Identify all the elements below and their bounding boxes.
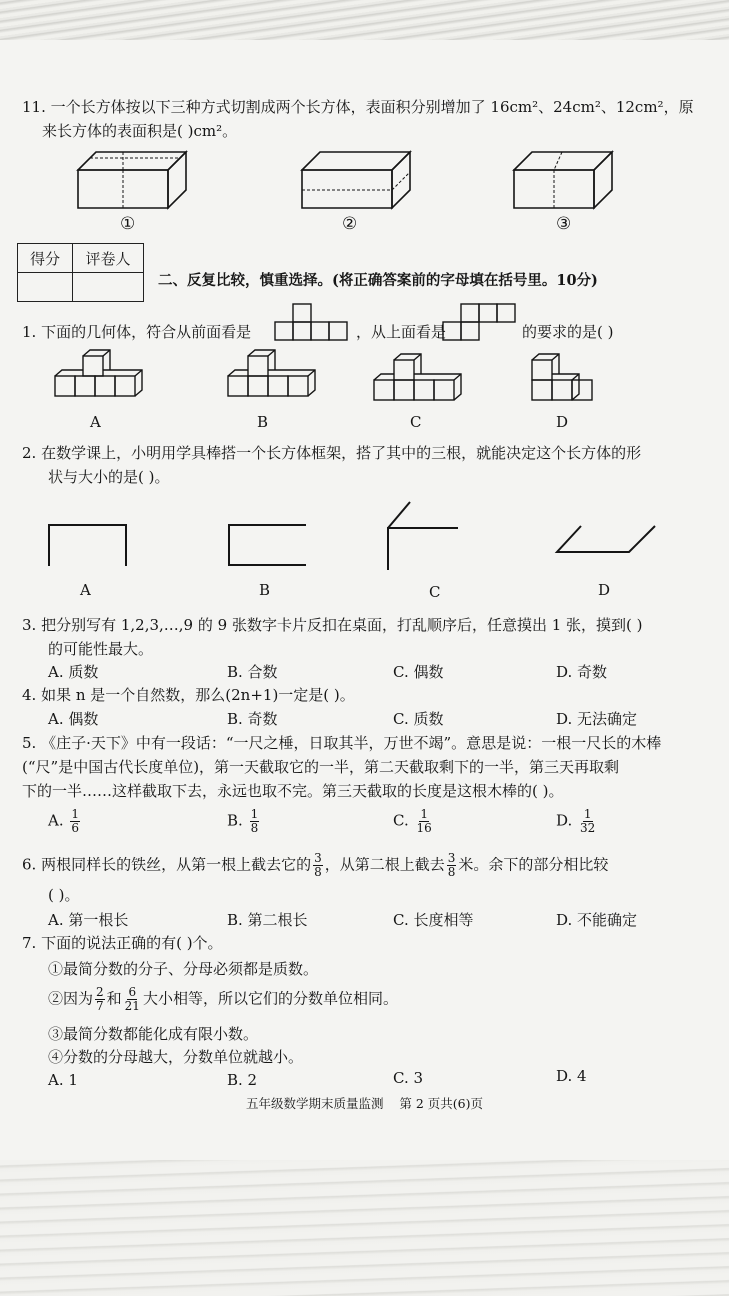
q2-line2: 状与大小的是( )。 [48, 468, 170, 486]
q3-option-c: C. 偶数 [393, 663, 444, 681]
q4-line1: 4. 如果 n 是一个自然数，那么(2n+1)一定是( )。 [22, 686, 355, 704]
q11-cuboid-1 [78, 150, 198, 212]
q5-fraction-a: $\frac{1}{6}$ [71, 807, 80, 835]
q1-label-c: C [410, 413, 422, 431]
q7-line1: 7. 下面的说法正确的有( )个。 [22, 934, 223, 952]
q11-cuboid-2 [302, 150, 422, 212]
q11-label-2: ② [342, 214, 358, 234]
q4-option-a: A. 偶数 [48, 710, 99, 728]
q2-line1: 2. 在数学课上，小明用学具棒搭一个长方体框架，搭了其中的三根，就能决定这个长方体的形 [22, 444, 642, 462]
q11-line1: 11. 一个长方体按以下三种方式切割成两个长方体，表面积分别增加了 16cm²、24cm²、12cm²，原 [22, 98, 694, 116]
q1-label-b: B [257, 413, 269, 431]
q2-option-c-frame [386, 500, 466, 570]
q1-option-d-solid [532, 354, 612, 406]
q1-text-a: 1. 下面的几何体，符合从前面看是 [22, 323, 252, 341]
q3-option-a: A. 质数 [48, 663, 99, 681]
score-cell[interactable] [18, 273, 73, 302]
q4-option-c: C. 质数 [393, 710, 444, 728]
section2-heading: 二、反复比较，慎重选择。(将正确答案前的字母填在括号里。10分) [158, 272, 598, 289]
q3-line1: 3. 把分别写有 1,2,3,…,9 的 9 张数字卡片反扣在桌面，打乱顺序后，任意摸出 1 张，摸到( ) [22, 616, 643, 634]
q5-fraction-b: $\frac{1}{8}$ [250, 807, 259, 835]
q11-cuboid-3 [514, 150, 634, 212]
q5-line2: (“尺”是中国古代长度单位)，第一天截取它的一半，第二天截取剩下的一半，第三天再取剩 [22, 758, 620, 776]
grader-header: 评卷人 [73, 244, 144, 273]
q3-line2: 的可能性最大。 [48, 640, 154, 658]
q7-option-a: A. 1 [48, 1071, 78, 1089]
q7-statement-1: ①最简分数的分子、分母必须都是质数。 [48, 960, 319, 978]
q7-statement-4: ④分数的分母越大，分数单位就越小。 [48, 1048, 304, 1066]
q1-label-d: D [556, 413, 569, 431]
q3-option-d: D. 奇数 [556, 663, 608, 681]
q7-statement-3: ③最简分数都能化成有限小数。 [48, 1025, 259, 1043]
q6-option-b: B. 第二根长 [227, 911, 308, 929]
q1-top-view-figure [443, 304, 519, 340]
q1-text-c: 的要求的是( ) [522, 323, 614, 341]
score-header: 得分 [18, 244, 73, 273]
q11-label-1: ① [120, 214, 136, 234]
q6-fraction-2: $\frac{3}{8}$ [447, 851, 456, 879]
q2-option-b-frame [228, 524, 308, 566]
q7-option-d: D. 4 [556, 1067, 587, 1085]
q7-fraction-2: $\frac{6}{21}$ [124, 985, 140, 1013]
q6-option-d: D. 不能确定 [556, 911, 638, 929]
q1-option-c-solid [374, 354, 464, 406]
q5-option-c: C. $\frac{1}{16}$ [393, 807, 432, 835]
q6-line2: ( )。 [48, 886, 80, 904]
q7-option-b: B. 2 [227, 1071, 258, 1089]
grader-cell[interactable] [73, 273, 144, 302]
q5-line3: 下的一半……这样截取下去，永远也取不完。第三天截取的长度是这根木棒的( )。 [22, 782, 564, 800]
score-table [17, 243, 144, 302]
q1-label-a: A [90, 413, 101, 431]
q3-option-b: B. 合数 [227, 663, 278, 681]
q2-label-a: A [80, 581, 91, 599]
scan-artifact-bottom [0, 1160, 729, 1296]
q2-label-d: D [598, 581, 611, 599]
scan-artifact-top [0, 0, 729, 40]
q5-fraction-c: $\frac{1}{16}$ [416, 807, 432, 835]
q7-option-c: C. 3 [393, 1069, 424, 1087]
q11-line2: 来长方体的表面积是( )cm²。 [42, 122, 238, 140]
q6-line1: 6. 两根同样长的铁丝，从第一根上截去它的 $\frac{3}{8}$ ，从第二根上截去 $\frac{3}{8}$ 米。余下的部分相比较 [22, 851, 609, 879]
q5-option-d: D. $\frac{1}{32}$ [556, 807, 596, 835]
q7-statement-2: ②因为 $\frac{2}{7}$ 和 $\frac{6}{21}$ 大小相等，所以它们的分数单位相同。 [48, 985, 398, 1013]
q6-fraction-1: $\frac{3}{8}$ [314, 851, 322, 879]
q2-label-b: B [259, 581, 271, 599]
q1-option-a-solid [55, 350, 145, 406]
q1-option-b-solid [228, 350, 318, 406]
q11-label-3: ③ [556, 214, 572, 234]
page-footer: 五年级数学期末质量监测 第 2 页共(6)页 [245, 1096, 483, 1111]
q2-option-d-frame [555, 524, 657, 554]
q5-option-b: B. $\frac{1}{8}$ [227, 807, 259, 835]
q7-fraction-1: $\frac{2}{7}$ [96, 985, 104, 1013]
q4-option-d: D. 无法确定 [556, 710, 638, 728]
q2-label-c: C [429, 583, 441, 601]
q6-option-c: C. 长度相等 [393, 911, 474, 929]
q4-option-b: B. 奇数 [227, 710, 278, 728]
q1-text-b: ，从上面看是 [356, 323, 447, 341]
q6-option-a: A. 第一根长 [48, 911, 129, 929]
q1-front-view-figure [275, 304, 351, 340]
q2-option-a-frame [48, 524, 128, 566]
q5-line1: 5. 《庄子·天下》中有一段话：“一尺之棰，日取其半，万世不竭”。意思是说：一根一尺长的木棒 [22, 734, 662, 752]
q5-option-a: A. $\frac{1}{6}$ [48, 807, 80, 835]
q5-fraction-d: $\frac{1}{32}$ [580, 807, 596, 835]
